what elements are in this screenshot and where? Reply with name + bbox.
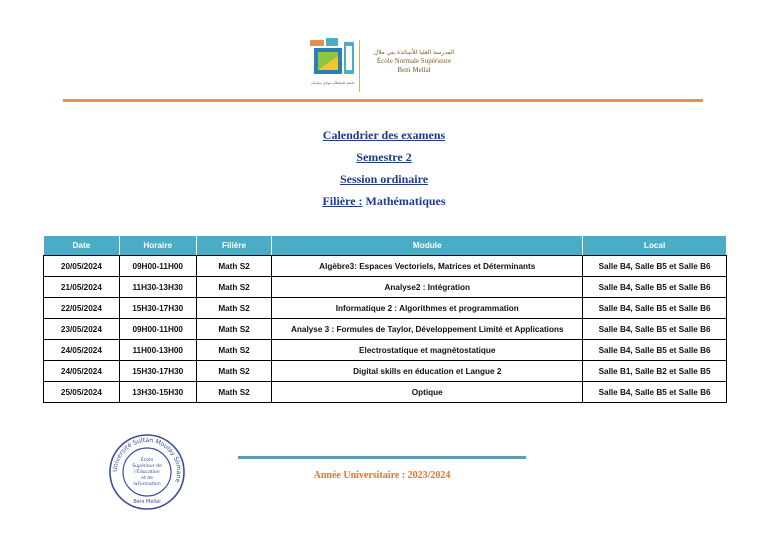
seal-line-1: École bbox=[140, 458, 154, 463]
school-name-arabic: المدرسة العليا للأساتذة بني ملال bbox=[373, 49, 455, 56]
cell-local: Salle B4, Salle B5 et Salle B6 bbox=[583, 382, 727, 403]
school-name-line1: École Normale Supérieure bbox=[376, 57, 452, 65]
university-seal-stamp bbox=[108, 433, 186, 511]
cell-filiere: Math S2 bbox=[196, 340, 272, 361]
cell-horaire: 09H00-11H00 bbox=[119, 256, 196, 277]
column-header-filiere: Filière bbox=[196, 236, 272, 256]
filiere-label: Filière : bbox=[322, 194, 363, 208]
cell-local: Salle B4, Salle B5 et Salle B6 bbox=[583, 277, 727, 298]
cell-filiere: Math S2 bbox=[196, 298, 272, 319]
cell-filiere: Math S2 bbox=[196, 361, 272, 382]
document-header bbox=[0, 0, 768, 104]
seal-line-4: et de bbox=[141, 476, 153, 481]
cell-module: Electrostatique et magnétostatique bbox=[272, 340, 583, 361]
table-header-row bbox=[44, 236, 727, 256]
cell-local: Salle B4, Salle B5 et Salle B6 bbox=[583, 256, 727, 277]
column-header-local: Local bbox=[583, 236, 727, 256]
calendar-title: Calendrier des examens bbox=[322, 128, 446, 142]
cell-filiere: Math S2 bbox=[196, 256, 272, 277]
school-logo bbox=[304, 36, 360, 94]
cell-horaire: 11H30-13H30 bbox=[119, 277, 196, 298]
logo-divider bbox=[359, 40, 360, 92]
cell-local: Salle B4, Salle B5 et Salle B6 bbox=[583, 319, 727, 340]
seal-ring-text: Université Sultan Moulay Slimane bbox=[111, 436, 183, 484]
table-row bbox=[44, 340, 727, 361]
cell-module: Informatique 2 : Algorithmes et programmation bbox=[272, 298, 583, 319]
logo-caption: جامعة السلطان مولاي سليمان bbox=[310, 81, 356, 85]
seal-line-2: Supérieur de bbox=[132, 464, 162, 469]
column-header-horaire: Horaire bbox=[119, 236, 196, 256]
school-name bbox=[364, 48, 464, 75]
seal-line-5: laFormation bbox=[133, 482, 161, 487]
semester-title: Semestre 2 bbox=[356, 150, 412, 164]
cell-module: Algèbre3: Espaces Vectoriels, Matrices et Déterminants bbox=[272, 256, 583, 277]
cell-date: 22/05/2024 bbox=[44, 298, 120, 319]
cell-filiere: Math S2 bbox=[196, 382, 272, 403]
table-row bbox=[44, 319, 727, 340]
header-divider bbox=[63, 99, 703, 102]
exam-schedule-table bbox=[43, 235, 727, 403]
cell-horaire: 11H00-13H00 bbox=[119, 340, 196, 361]
cell-module: Analyse 3 : Formules de Taylor, Développement Limité et Applications bbox=[272, 319, 583, 340]
table-row bbox=[44, 277, 727, 298]
session-title: Session ordinaire bbox=[339, 172, 429, 186]
cell-horaire: 13H30-15H30 bbox=[119, 382, 196, 403]
filiere-title bbox=[0, 190, 768, 212]
cell-horaire: 09H00-11H00 bbox=[119, 319, 196, 340]
column-header-module: Module bbox=[272, 236, 583, 256]
cell-horaire: 15H30-17H30 bbox=[119, 298, 196, 319]
footer-divider bbox=[238, 456, 526, 459]
academic-year: Année Universitaire : 2023/2024 bbox=[313, 470, 451, 481]
cell-horaire: 15H30-17H30 bbox=[119, 361, 196, 382]
table-row bbox=[44, 382, 727, 403]
cell-module: Analyse2 : Intégration bbox=[272, 277, 583, 298]
school-name-line2: Beni Mellal bbox=[397, 66, 431, 74]
cell-date: 24/05/2024 bbox=[44, 340, 120, 361]
seal-city: Béni Mellal bbox=[133, 499, 161, 505]
cell-module: Digital skills en éducation et Langue 2 bbox=[272, 361, 583, 382]
cell-local: Salle B4, Salle B5 et Salle B6 bbox=[583, 340, 727, 361]
table-row bbox=[44, 298, 727, 319]
cell-local: Salle B4, Salle B5 et Salle B6 bbox=[583, 298, 727, 319]
cell-filiere: Math S2 bbox=[196, 277, 272, 298]
cell-date: 20/05/2024 bbox=[44, 256, 120, 277]
filiere-value: Mathématiques bbox=[365, 194, 446, 208]
cell-date: 24/05/2024 bbox=[44, 361, 120, 382]
cell-module: Optique bbox=[272, 382, 583, 403]
cell-date: 23/05/2024 bbox=[44, 319, 120, 340]
table-row bbox=[44, 361, 727, 382]
table-row bbox=[44, 256, 727, 277]
cell-date: 21/05/2024 bbox=[44, 277, 120, 298]
seal-line-3: l'Éducation bbox=[134, 470, 160, 475]
column-header-date: Date bbox=[44, 236, 120, 256]
cell-filiere: Math S2 bbox=[196, 319, 272, 340]
cell-local: Salle B1, Salle B2 et Salle B5 bbox=[583, 361, 727, 382]
cell-date: 25/05/2024 bbox=[44, 382, 120, 403]
document-titles bbox=[0, 124, 768, 212]
